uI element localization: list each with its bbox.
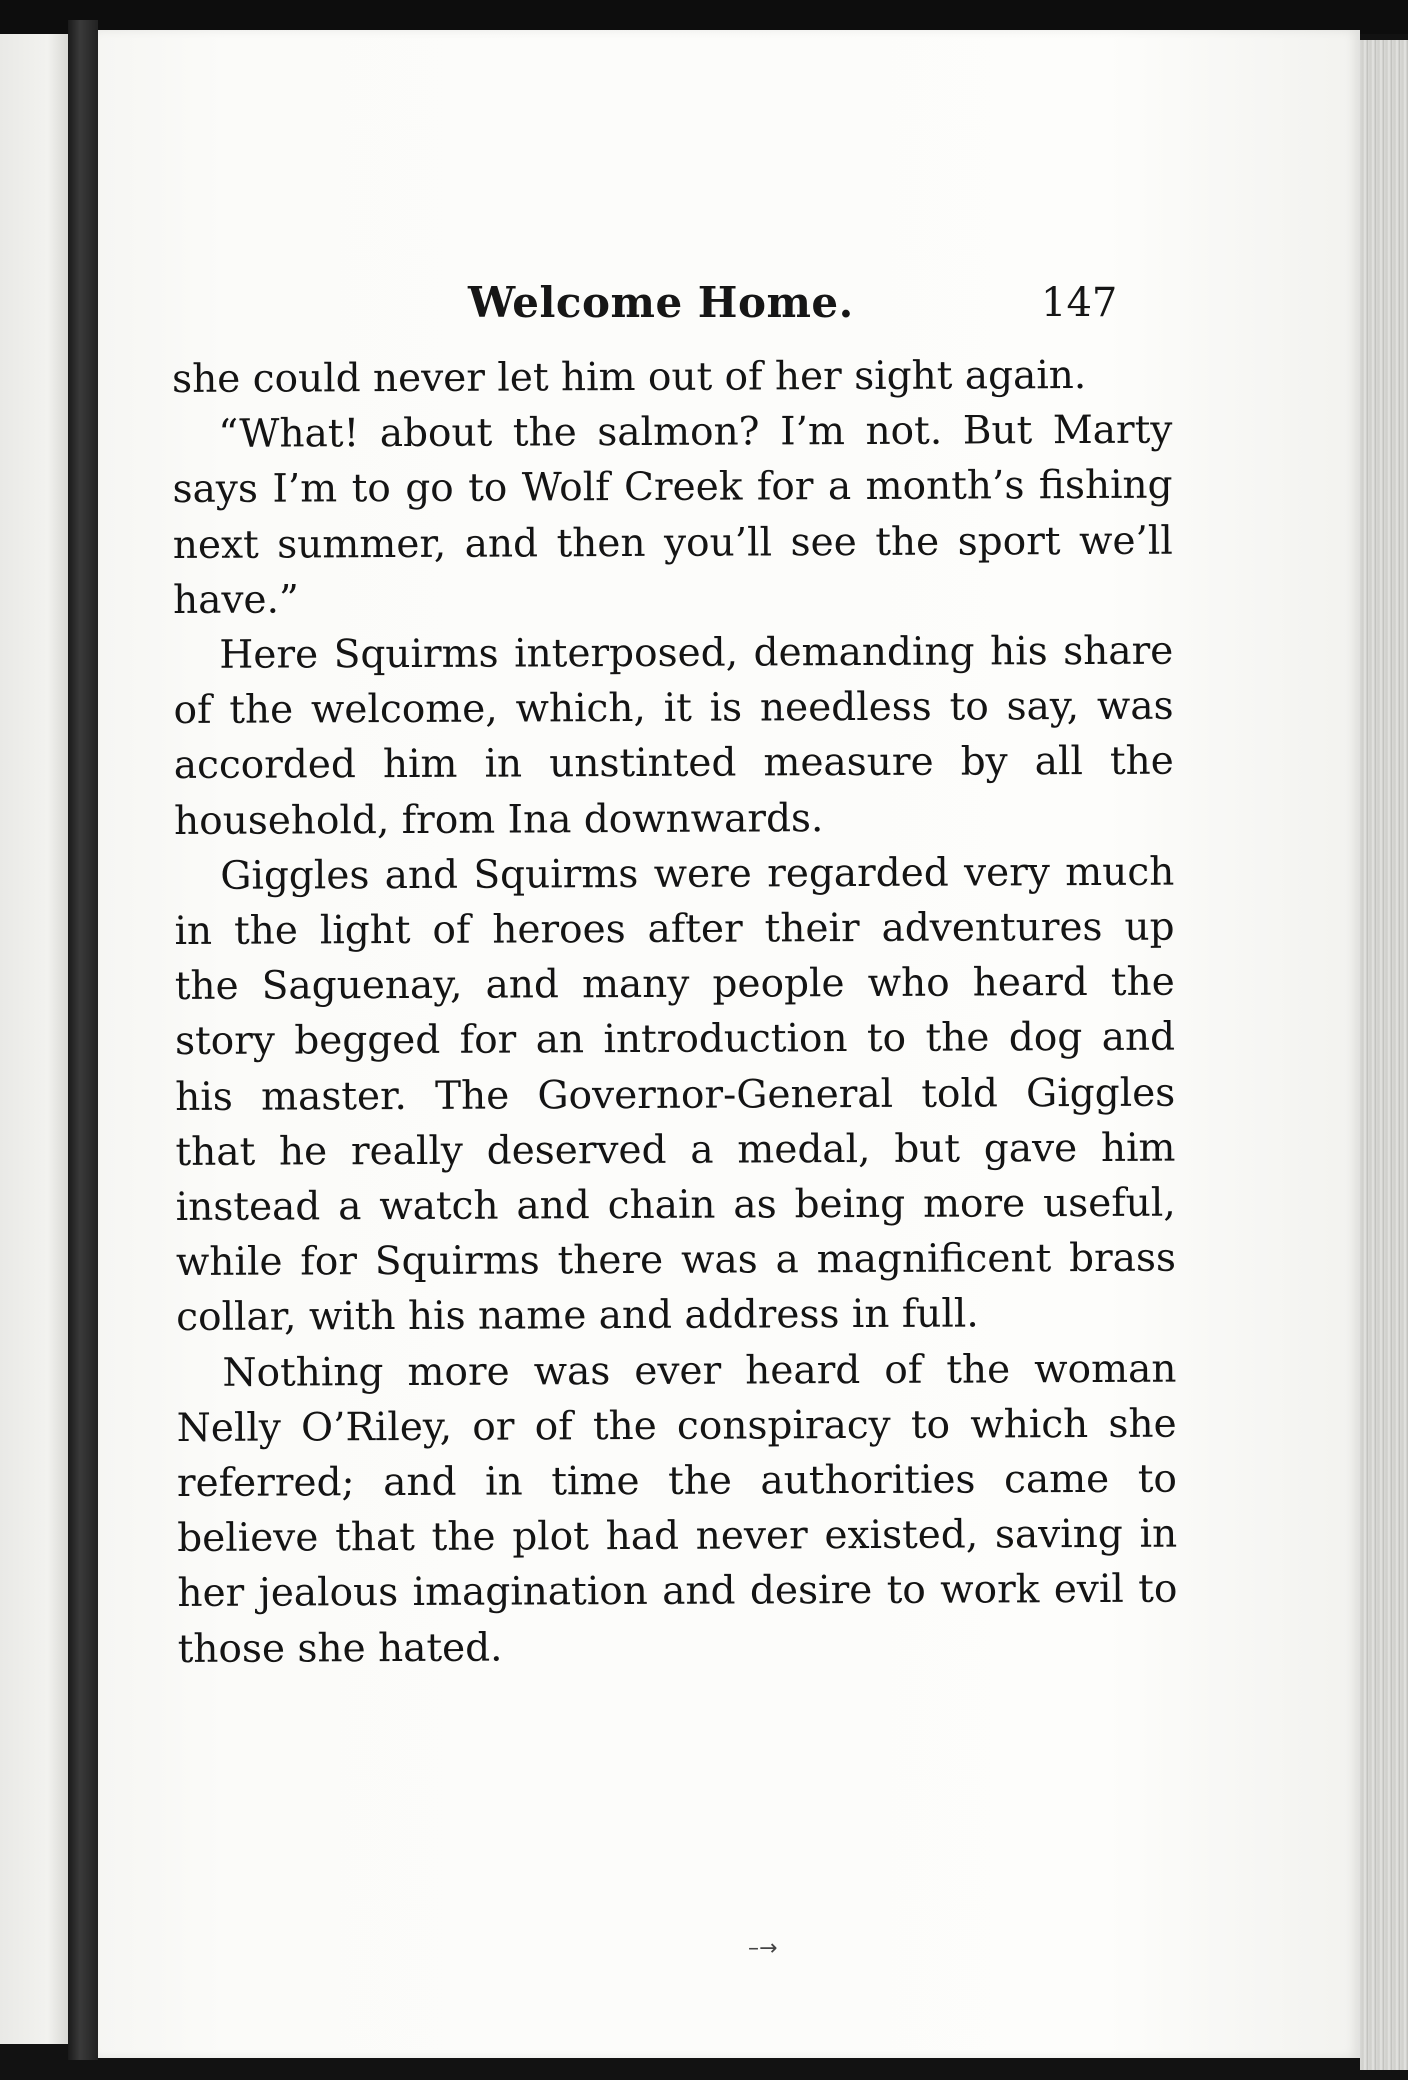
paragraph: Nothing more was ever heard of the woman Nelly O’Riley, or of the conspiracy to which she referred; and in time the authorities came to believe that the plot had never existed, saving in her jealous imagination and desire to work evil to those she hated. xyxy=(176,1346,1178,1672)
paragraph: Giggles and Squirms were regarded very much in the light of heroes after their adventures up the Saguenay, and many people who heard the story begged for an introduction to the dog and his master. The Governor-General told Giggles that he really deserved a medal, but gave him instead a watch and chain as being more useful, while for Squirms there was a magnificent brass collar, with his name and address in full. xyxy=(174,849,1177,1341)
printers-mark: –→ xyxy=(748,1936,778,1961)
book-gutter xyxy=(68,20,98,2060)
book-page xyxy=(98,30,1360,2058)
running-head xyxy=(98,278,1360,338)
running-title: Welcome Home. xyxy=(468,278,854,327)
page-block-edge xyxy=(1360,40,1408,2070)
paragraph-continuation: she could never let him out of her sight again. xyxy=(172,353,1087,402)
paragraph: “What! about the salmon? I’m not. But Marty says I’m to go to Wolf Creek for a month’s fishing next summer, and then you’ll see the sport we’ll have.” xyxy=(172,407,1173,623)
facing-page-edge xyxy=(0,34,68,2044)
page-number: 147 xyxy=(1041,280,1118,326)
paragraph: Here Squirms interposed, demanding his share of the welcome, which, it is needless to say, was accorded him in unstinted measure by all the household, from Ina downwards. xyxy=(173,628,1174,844)
body-text xyxy=(172,348,1178,1677)
scan-top-border xyxy=(0,0,1408,34)
